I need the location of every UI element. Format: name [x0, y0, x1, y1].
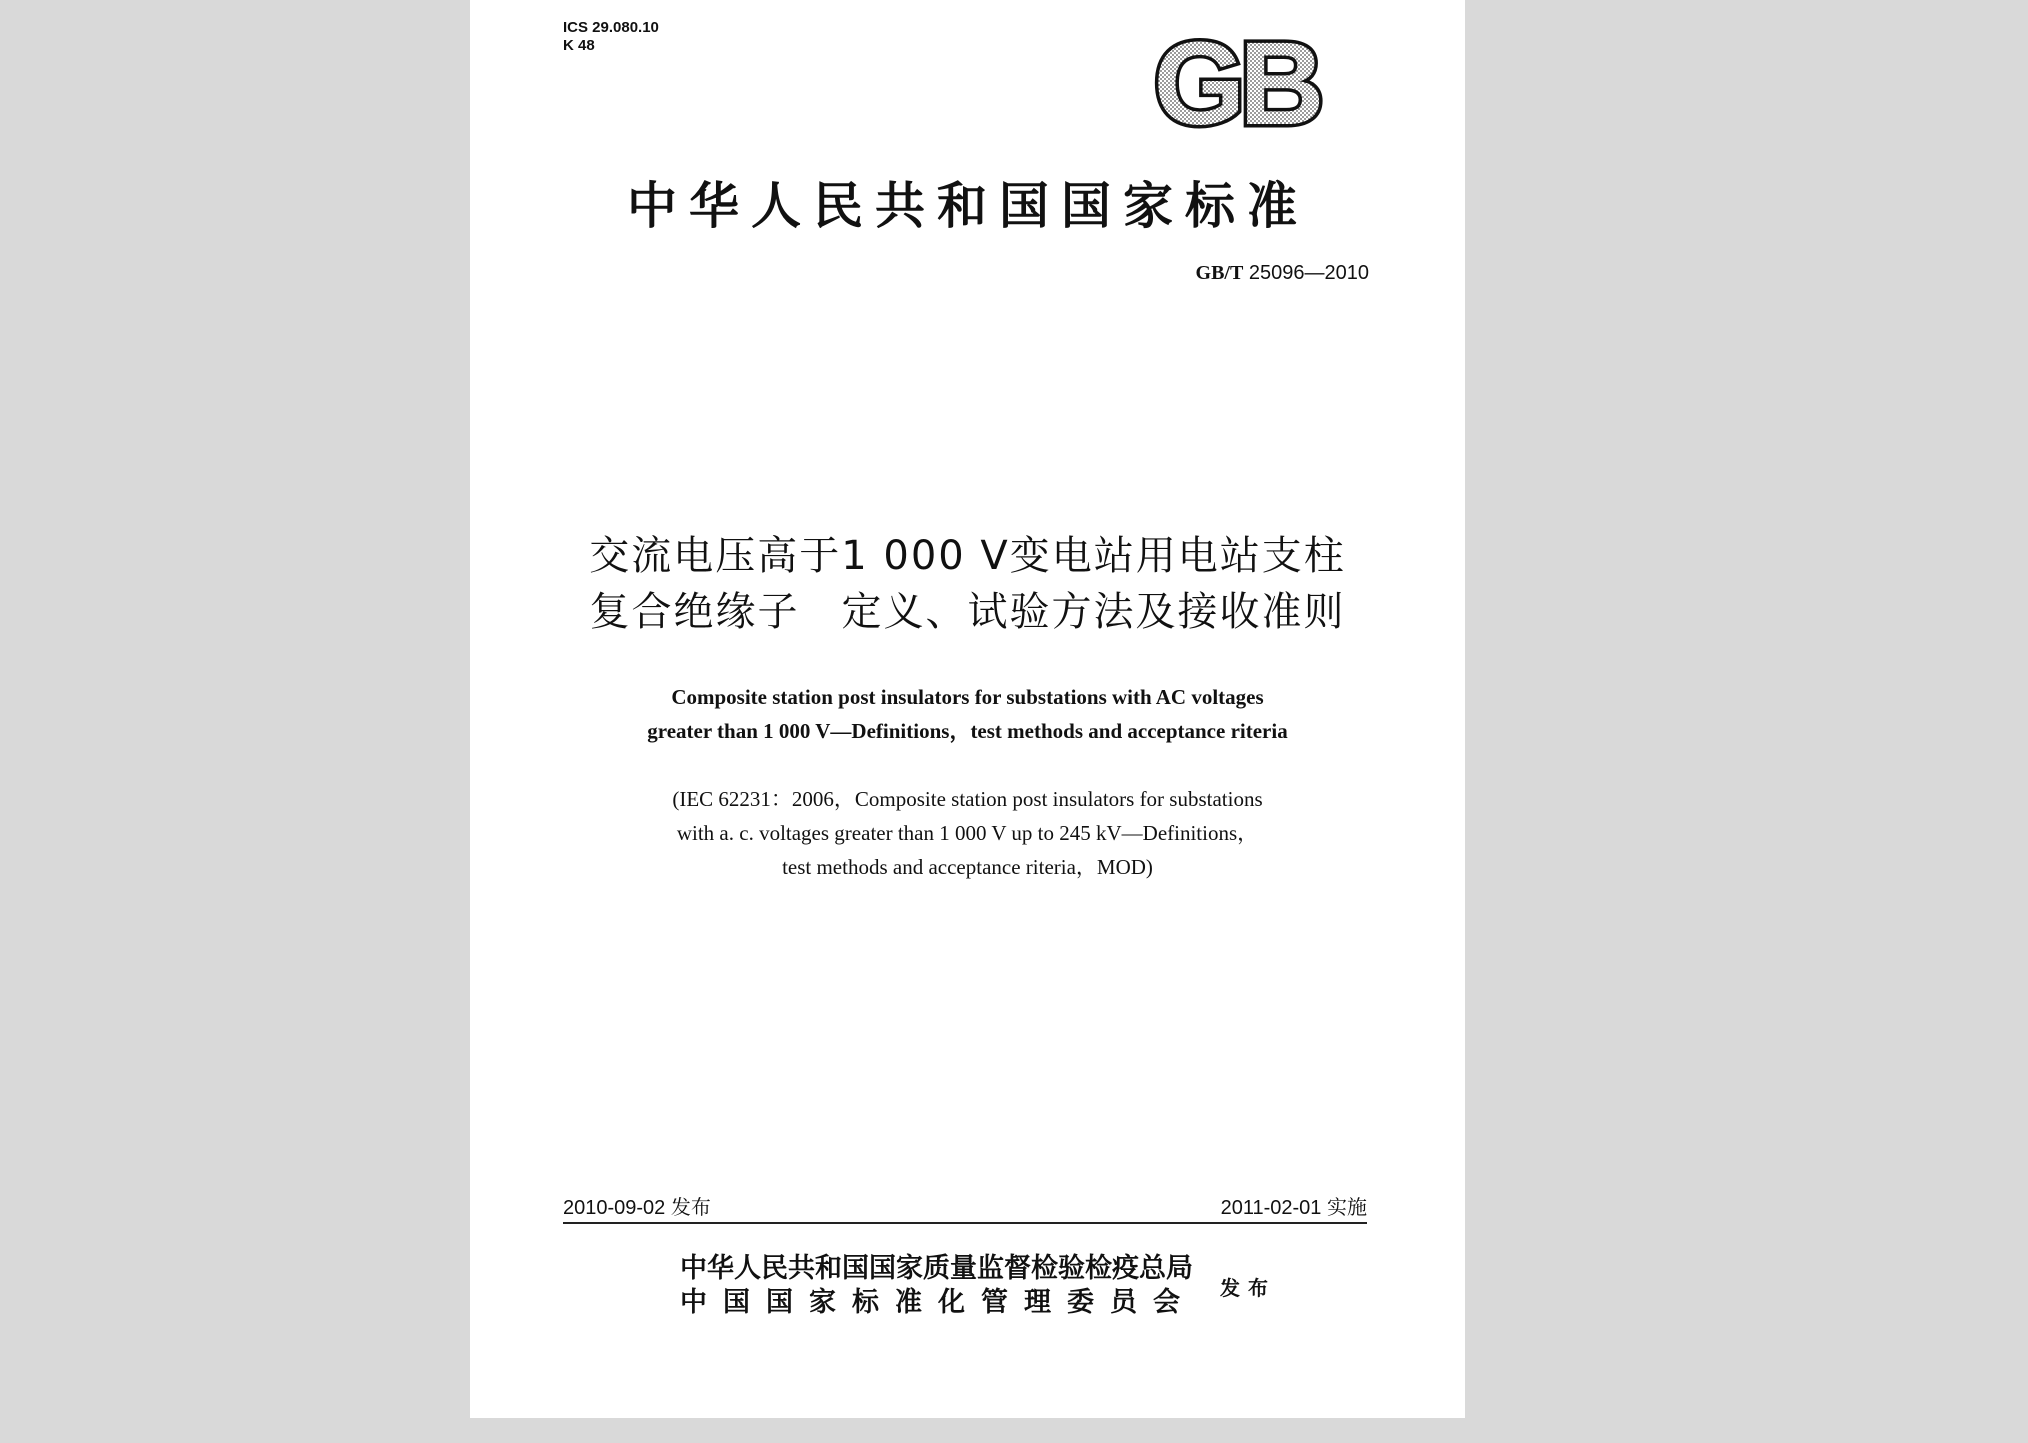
- issuer-line-1: 中华人民共和国国家质量监督检验检疫总局: [680, 1253, 1193, 1284]
- date-row: [563, 1191, 1367, 1221]
- ics-code: ICS 29.080.10: [563, 19, 659, 36]
- iec-line-2: with a. c. voltages greater than 1 000 V up to 245 kV—Definitions，: [676, 821, 1259, 845]
- document-title-chinese: [470, 528, 1465, 640]
- standard-category-title: 中华人民共和国国家标准: [627, 176, 1309, 235]
- standard-cover-page: [470, 0, 1465, 1418]
- title-cn-line-1: 交流电压高于1 000 V变电站用电站支柱: [589, 533, 1346, 579]
- gb-logo: [1136, 34, 1336, 134]
- iec-line-3: test methods and acceptance riteria，MOD): [782, 855, 1153, 879]
- title-en-line-1: Composite station post insulators for substations with AC voltages: [671, 685, 1264, 709]
- document-title-english: [470, 680, 1465, 748]
- divider: [563, 1222, 1367, 1224]
- issue-date: 2010-09-02 发布: [563, 1197, 711, 1219]
- issuing-authorities: [680, 1252, 1196, 1320]
- ccs-code: K 48: [563, 37, 595, 54]
- standard-number-prefix: GB/T: [1195, 262, 1244, 284]
- iec-line-1: (IEC 62231：2006，Composite station post insulators for substations: [672, 787, 1263, 811]
- implementation-date: 2011-02-01 实施: [1220, 1197, 1367, 1219]
- standard-number-value: 25096—2010: [1248, 262, 1369, 284]
- standard-number: [1196, 262, 1369, 285]
- issued-label: 发布: [1220, 1276, 1276, 1300]
- iec-reference: [470, 782, 1465, 884]
- svg-text:GB: GB: [1153, 34, 1319, 134]
- issuer-line-2: 中国国家标准化管理委员会: [680, 1287, 1196, 1318]
- title-cn-line-2: 复合绝缘子 定义、试验方法及接收准则: [589, 589, 1346, 635]
- title-en-line-2: greater than 1 000 V—Definitions，test methods and acceptance riteria: [647, 719, 1288, 743]
- classification-codes: [563, 19, 659, 55]
